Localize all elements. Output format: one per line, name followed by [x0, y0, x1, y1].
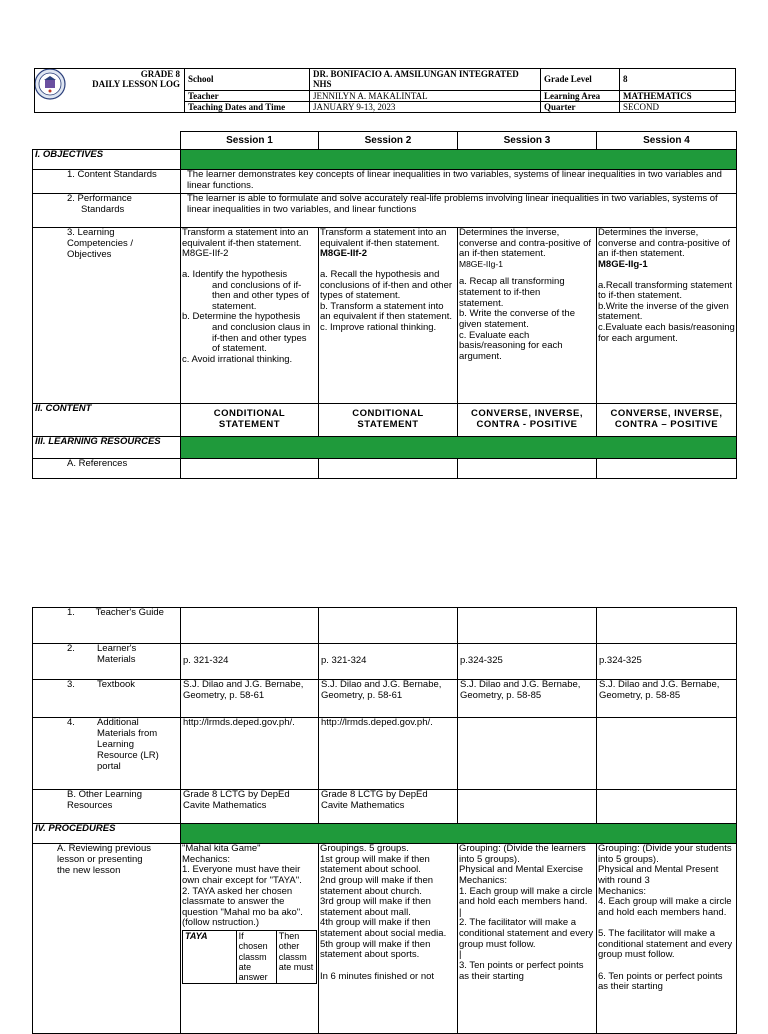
additional-text: Additional Materials from Learning Resource (LR) portal — [97, 717, 159, 772]
taya-then-cell: Then other classm ate must — [276, 931, 316, 984]
taya-cell: TAYA — [183, 931, 237, 984]
learners-text: Learner's Materials — [97, 643, 137, 665]
quarter-value: SECOND — [620, 102, 736, 113]
textbook-value-2: S.J. Dilao and J.G. Bernabe, Geometry, p. 58-61 — [319, 680, 458, 718]
tg-cell-2 — [319, 608, 458, 644]
textbook-label — [33, 680, 181, 718]
learners-materials-label — [33, 644, 181, 680]
learners-value-2: p. 321-324 — [319, 644, 458, 680]
textbook-value-4: S.J. Dilao and J.G. Bernabe, Geometry, p. 58-85 — [597, 680, 737, 718]
teachers-guide-text: Teacher's Guide — [95, 607, 164, 618]
s1-item-b2: and conclusion claus in if-then and other types of statement. — [212, 322, 311, 355]
procedures-bar — [181, 824, 737, 844]
tg-cell-3 — [458, 608, 597, 644]
school-value: DR. BONIFACIO A. AMSILUNGAN INTEGRATED NHS — [310, 69, 541, 91]
objectives-heading: I. OBJECTIVES — [33, 150, 181, 170]
content-standards-label: 1. Content Standards — [33, 170, 181, 194]
s2-body: a. Recall the hypothesis and conclusions of if-then and other types of statement. b. Transform a statement into an equivalent if then statement. c. Improve rational thinking. — [320, 268, 453, 333]
procedure-a-session-1 — [181, 844, 319, 1034]
textbook-text: Textbook — [97, 679, 136, 690]
learners-num: 2. — [67, 643, 75, 654]
s1-intro: Transform a statement into an equivalent if-then statement. — [182, 227, 309, 249]
additional-num: 4. — [67, 717, 75, 728]
dll-title: DAILY LESSON LOG — [92, 79, 180, 90]
s3-body: a. Recap all transforming statement to if-then statement. b. Write the converse of the given statement. c. Evaluate each basis/reasoning for each argument. — [459, 276, 575, 362]
content-session-3: CONVERSE, INVERSE, CONTRA - POSITIVE — [458, 404, 597, 437]
competencies-session-2 — [319, 228, 458, 404]
ref-cell-2 — [319, 459, 458, 479]
session-3-header: Session 3 — [458, 132, 597, 150]
content-session-4: CONVERSE, INVERSE, CONTRA – POSITIVE — [597, 404, 737, 437]
content-standards-text: The learner demonstrates key concepts of linear inequalities in two variables, systems of linear inequalities in two variables and linear functions. — [181, 170, 737, 194]
competencies-session-1 — [181, 228, 319, 404]
other-value-1: Grade 8 LCTG by DepEd Cavite Mathematics — [181, 790, 319, 824]
additional-value-2[interactable]: http://lrmds.deped.gov.ph/. — [319, 718, 458, 790]
textbook-value-3: S.J. Dilao and J.G. Bernabe, Geometry, p. 58-85 — [458, 680, 597, 718]
other-cell-4 — [597, 790, 737, 824]
taya-table — [182, 930, 317, 984]
learning-area-value: MATHEMATICS — [620, 90, 736, 101]
s3-code: M8GE-IIg-1 — [459, 258, 503, 269]
procedure-a-s1-text: "Mahal kita Game" Mechanics: 1. Everyone must have their own chair except for "TAYA". 2. TAYA asked her chosen classmate to answer the question "Mahal mo ba ako". (follow nstruction.) — [182, 843, 303, 929]
ref-cell-4 — [597, 459, 737, 479]
resources-heading: III. LEARNING RESOURCES — [33, 437, 181, 459]
s2-intro: Transform a statement into an equivalent if-then statement. — [320, 227, 447, 249]
learners-value-3: p.324-325 — [458, 644, 597, 680]
school-label: School — [185, 69, 310, 91]
dates-value: JANUARY 9-13, 2023 — [310, 102, 541, 113]
header-table — [34, 68, 736, 113]
content-session-1: CONDITIONAL STATEMENT — [181, 404, 319, 437]
procedure-a-session-3: Grouping: (Divide the learners into 5 groups). Physical and Mental Exercise Mechanics: 1. Each group will make a circle and hold each members hand. | 2. The facilitator will make a conditional statement and every group must follow. | 3. Ten points or perfect points as their starting — [458, 844, 597, 1034]
teacher-value: JENNILYN A. MAKALINTAL — [310, 90, 541, 101]
teachers-guide-label — [33, 608, 181, 644]
teachers-guide-num: 1. — [67, 607, 75, 618]
procedure-a-session-2: Groupings. 5 groups. 1st group will make if then statement about school. 2nd group will make if then statement about church. 3rd group will make if then statement about mall. 4th group will make if then statement about social media. 5th group will make if then statement about sports. In 6 minutes finished or not — [319, 844, 458, 1034]
content-heading: II. CONTENT — [33, 404, 181, 437]
taya-if-cell: If chosen classm ate answer — [236, 931, 276, 984]
additional-cell-4 — [597, 718, 737, 790]
s4-code: M8GE-IIg-1 — [598, 258, 648, 270]
content-session-2: CONDITIONAL STATEMENT — [319, 404, 458, 437]
s2-code: M8GE-IIf-2 — [320, 248, 367, 260]
s4-body: a.Recall transforming statement to if-then statement. b.Write the inverse of the given statement. c.Evaluate each basis/reasoning for each argument. — [598, 279, 735, 344]
objectives-bar — [181, 150, 737, 170]
textbook-num: 3. — [67, 679, 75, 690]
resources-bar — [181, 437, 737, 459]
s1-item-b: b. Determine the hypothesis — [182, 311, 301, 323]
learners-value-4: p.324-325 — [597, 644, 737, 680]
competencies-label: 3. Learning Competencies / Objectives — [33, 228, 181, 404]
procedures-heading: IV. PROCEDURES — [33, 824, 181, 844]
competencies-session-3 — [458, 228, 597, 404]
s1-item-a: a. Identify the hypothesis — [182, 268, 288, 280]
learners-value-1: p. 321-324 — [181, 644, 319, 680]
s3-intro: Determines the inverse, converse and contra-positive of an if-then statement. — [459, 227, 592, 260]
teacher-label: Teacher — [185, 90, 310, 101]
tg-cell-4 — [597, 608, 737, 644]
competencies-session-4 — [597, 228, 737, 404]
session-4-header: Session 4 — [597, 132, 737, 150]
textbook-value-1: S.J. Dilao and J.G. Bernabe, Geometry, p. 58-61 — [181, 680, 319, 718]
s1-code: M8GE-IIf-2 — [182, 248, 229, 260]
other-resources-label: B. Other Learning Resources — [33, 790, 181, 824]
grade-level-value: 8 — [620, 69, 736, 91]
learning-area-label: Learning Area — [541, 90, 620, 101]
other-value-2: Grade 8 LCTG by DepEd Cavite Mathematics — [319, 790, 458, 824]
ref-cell-3 — [458, 459, 597, 479]
session-2-header: Session 2 — [319, 132, 458, 150]
procedure-a-session-4: Grouping: (Divide your students into 5 groups). Physical and Mental Present with round 3 Mechanics: 4. Each group will make a circle and hold each members hand. 5. The facilitator will make a conditional statement and every group must follow. 6. Ten points or perfect points as their starting — [597, 844, 737, 1034]
dates-label: Teaching Dates and Time — [185, 102, 310, 113]
s1-item-c: c. Avoid irrational thinking. — [182, 353, 293, 365]
performance-standards-text: The learner is able to formulate and solve accurately real-life problems involving linear inequalities in two variables, systems of linear inequalities in two variables, and linear functions — [181, 194, 737, 228]
procedure-a-label: A. Reviewing previous lesson or presenting the new lesson — [33, 844, 181, 1034]
blank-corner — [33, 132, 181, 150]
s1-item-a2: and conclusions of if-then and other types of statement. — [212, 279, 310, 312]
additional-materials-label — [33, 718, 181, 790]
performance-label-line2: Standards — [81, 203, 125, 215]
s4-intro: Determines the inverse, converse and contra-positive of an if-then statement. — [598, 227, 731, 260]
additional-cell-3 — [458, 718, 597, 790]
references-label: A. References — [33, 459, 181, 479]
quarter-label: Quarter — [541, 102, 620, 113]
performance-label-line1: 2. Performance — [67, 193, 132, 204]
session-1-header: Session 1 — [181, 132, 319, 150]
ref-cell-1 — [181, 459, 319, 479]
lesson-table-top — [32, 131, 737, 479]
grade-level-label: Grade Level — [541, 69, 620, 91]
additional-value-1[interactable]: http://lrmds.deped.gov.ph/. — [181, 718, 319, 790]
other-cell-3 — [458, 790, 597, 824]
performance-standards-label — [33, 194, 181, 228]
lesson-table-bottom — [32, 607, 737, 1034]
tg-cell-1 — [181, 608, 319, 644]
header-title-cell — [35, 69, 185, 113]
grade-title: GRADE 8 — [140, 69, 180, 79]
